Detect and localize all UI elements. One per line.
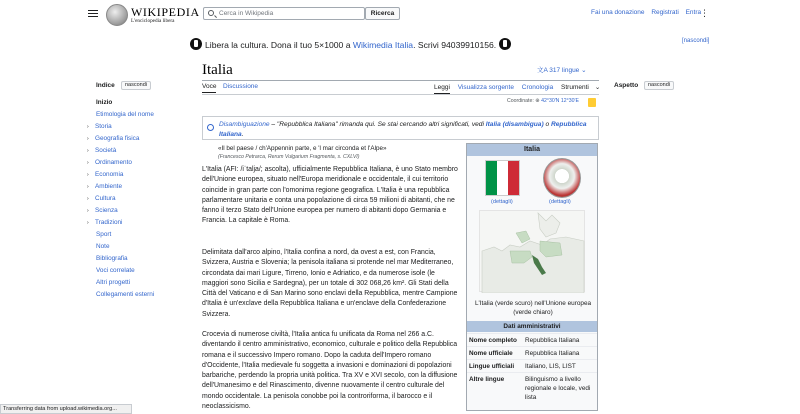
toc-item[interactable]: [96, 277, 154, 289]
toc-item-label: Sport: [96, 231, 112, 238]
toc-item-label: Ambiente: [95, 183, 122, 190]
infobox-row: [467, 334, 597, 347]
disambiguation-notice: [202, 116, 599, 140]
toc-hide-button[interactable]: nascondi: [121, 81, 151, 90]
coordinates-link[interactable]: 42°30′N 12°30′E: [541, 98, 579, 104]
flag-red-stripe: [508, 161, 519, 195]
chevron-right-icon[interactable]: ›: [87, 184, 89, 190]
chevron-right-icon[interactable]: ›: [87, 136, 89, 142]
emblem-details-link[interactable]: (dettagli): [549, 199, 571, 205]
toc-item[interactable]: [87, 169, 154, 181]
infobox: [466, 143, 598, 411]
tab-history[interactable]: Cronologia: [521, 84, 554, 91]
tabs-divider: [202, 94, 599, 95]
toc-title: Indice: [96, 82, 115, 89]
toc-item[interactable]: [96, 253, 154, 265]
chevron-right-icon[interactable]: ›: [87, 124, 89, 130]
banner-text: Libera la cultura. Dona il tuo 5×1000 a: [205, 40, 353, 50]
chevron-right-icon[interactable]: ›: [87, 148, 89, 154]
toc-item[interactable]: [96, 265, 154, 277]
infobox-row-value: Repubblica Italiana: [523, 347, 597, 360]
wikipedia-globe-logo[interactable]: [106, 4, 128, 26]
status-bar: Transferring data from upload.wikimedia.org...: [0, 404, 132, 414]
translate-icon: 文A: [537, 67, 550, 74]
infobox-title: Italia: [467, 144, 597, 156]
infobox-row-key: Altre lingue: [467, 373, 523, 404]
toc-item[interactable]: [96, 109, 154, 121]
toc-item-label: Economia: [95, 171, 124, 178]
toc-item-label: Etimologia del nome: [96, 111, 154, 118]
toc-item[interactable]: [87, 181, 154, 193]
toc-item-label: Cultura: [95, 195, 116, 202]
infobox-row-key: Nome completo: [467, 334, 523, 347]
flag-details-link[interactable]: (dettagli): [491, 199, 513, 205]
coordinates: [507, 98, 579, 104]
lock-icon[interactable]: [588, 98, 596, 107]
search-input[interactable]: [203, 7, 365, 20]
italy-emblem[interactable]: [543, 158, 581, 198]
toc-item-label: Collegamenti esterni: [96, 291, 155, 298]
donate-link[interactable]: Fai una donazione: [591, 9, 645, 16]
toc-item-label: Tradizioni: [95, 219, 123, 226]
chevron-down-icon: ⌄: [579, 67, 587, 74]
toc-item[interactable]: [87, 157, 154, 169]
toc-item[interactable]: [96, 229, 154, 241]
intro-paragraph-1: L'Italia (AFI: /iˈtalja/; ascolta), ufficialmente Repubblica Italiana, è uno Stato membro dell'Unione europea, situato nell'Europa meridionale e occidentale, il cui territorio coincide in gran parte con l'omonima regione geografica. L'Italia è una repubblica parlamentare unitaria e conta una popolazione di circa 59 milioni di abitanti, che ne fanno il terzo Stato dell'Unione europea per numero di abitanti dopo Germania e Francia. La capitale è Roma.: [202, 166, 458, 225]
toc-item-label: Voci correlate: [96, 267, 135, 274]
donation-banner: [187, 38, 514, 50]
italy-flag[interactable]: [485, 160, 520, 196]
disambiguation-connector: o: [543, 121, 551, 128]
infobox-row-value: Bilinguismo a livello regionale e locale, vedi lista: [523, 373, 597, 404]
main-menu-button[interactable]: [88, 8, 98, 18]
tools-menu[interactable]: Strumenti: [561, 84, 589, 91]
toc-item-label: Ordinamento: [95, 159, 132, 166]
tab-view-source[interactable]: Visualizza sorgente: [457, 84, 514, 91]
toc-item-label: Bibliografia: [96, 255, 128, 262]
flag-green-stripe: [486, 161, 497, 195]
toc-item-label: Geografia fisica: [95, 135, 140, 142]
intro-paragraph-3: Crocevia di numerose civiltà, l'Italia antica fu unificata da Roma nel 266 a.C. diventando il centro amministrativo, economico, culturale e politico della Repubblica romana e il successivo Impero romano. Dopo la caduta dell'Impero romano d'Occidente, l'Italia medievale fu soggetta a invasioni e dominazioni di popolazioni barbariche, perdendo la propria unità politica. Tra XV e XVI secolo, con la diffusione dell'Umanesimo e del Rinascimento, divenne nuovamente il centro culturale del mondo occidentale. La penisola conobbe poi la controriforma, il barocco e il neoclassicismo.: [202, 331, 458, 411]
wikimedia-italia-icon: [499, 38, 511, 50]
chevron-right-icon[interactable]: ›: [87, 172, 89, 178]
banner-link[interactable]: Wikimedia Italia: [352, 40, 414, 50]
map-caption: L'Italia (verde scuro) nell'Unione europea (verde chiaro): [474, 300, 592, 316]
infobox-rows: [467, 333, 597, 403]
infobox-row-key: Nome ufficiale: [467, 347, 523, 360]
infobox-row: [467, 347, 597, 360]
infobox-row: [467, 373, 597, 404]
banner-text-after: . Scrivi 94039910156.: [413, 40, 497, 50]
infobox-row-value: Italiano, LIS, LIST: [523, 360, 597, 373]
languages-count: 317 lingue: [549, 67, 580, 74]
tab-article[interactable]: Voce: [202, 83, 216, 93]
toc-item[interactable]: [87, 205, 154, 217]
toc-item[interactable]: [87, 193, 154, 205]
personal-tools: [591, 9, 706, 16]
appearance-title: Aspetto: [614, 82, 639, 89]
toc-item[interactable]: [87, 133, 154, 145]
toc-item[interactable]: [87, 217, 154, 229]
page-title: Italia: [202, 62, 233, 78]
search-icon: [208, 10, 214, 16]
chevron-right-icon[interactable]: ›: [87, 196, 89, 202]
toc-item[interactable]: [96, 289, 154, 301]
table-of-contents: [87, 97, 155, 301]
search-placeholder: Cerca in Wikipedia: [219, 10, 274, 17]
wikipedia-tagline: L'enciclopedia libera: [131, 18, 175, 24]
appearance-hide-button[interactable]: nascondi: [644, 81, 674, 90]
flag-white-stripe: [497, 161, 508, 195]
toc-item-label: Note: [96, 243, 110, 250]
chevron-down-icon: ⌄: [594, 84, 601, 91]
infobox-row-value: Repubblica Italiana: [523, 334, 597, 347]
chevron-right-icon[interactable]: ›: [87, 220, 89, 226]
disambiguation-text: – "Repubblica Italiana" rimanda qui. Se stai cercando altri significati, vedi: [269, 121, 486, 128]
toc-item-label: Società: [95, 147, 117, 154]
banner-hide-link[interactable]: [nascondi]: [682, 38, 710, 44]
quote-source: (Francesco Petrarca, Rerum Vulgarium Fragmenta, s. CXLVI): [218, 154, 360, 160]
toc-item-label: Altri progetti: [96, 279, 131, 286]
toc-item-label: Scienza: [95, 207, 118, 214]
tab-read[interactable]: Leggi: [434, 84, 450, 94]
infobox-row-key: Lingue ufficiali: [467, 360, 523, 373]
disambiguation-link-1[interactable]: Italia (disambigua): [485, 121, 544, 128]
toc-item-label: Storia: [95, 123, 112, 130]
register-link[interactable]: Registrati: [651, 9, 679, 16]
view-tabs: [434, 83, 606, 91]
toc-item[interactable]: [96, 241, 154, 253]
chevron-right-icon[interactable]: ›: [87, 208, 89, 214]
search-button[interactable]: Ricerca: [365, 7, 400, 20]
disambiguation-link-2[interactable]: Repubblica Italiana: [219, 121, 587, 138]
globe-icon: ⊕: [535, 98, 540, 104]
title-divider: [202, 80, 599, 81]
disambiguation-lead[interactable]: Disambiguazione: [219, 121, 270, 128]
wikimedia-italia-icon: [190, 38, 202, 50]
toc-item[interactable]: [87, 121, 154, 133]
login-link[interactable]: Entra: [685, 9, 702, 16]
europe-map: [480, 211, 586, 293]
petrarca-quote: «Il bel paese / ch'Appennin parte, e 'l mar circonda et l'Alpe»: [218, 145, 387, 152]
locator-map[interactable]: [479, 210, 585, 292]
infobox-row: [467, 360, 597, 373]
disambiguation-icon: [207, 124, 214, 131]
language-button[interactable]: [537, 65, 587, 74]
intro-paragraph-2: Delimitata dall'arco alpino, l'Italia confina a nord, da ovest a est, con Francia, Svizzera, Austria e Slovenia; la penisola italiana si protende nel mar Mediterraneo, circondata dai mari Ligure, Tirreno, Ionio e Adriatico, e da numerose isole (le maggiori sono Sicilia e Sardegna), per un totale di 302 068,26 km². Gli Stati della Città del Vaticano e di San Marino sono enclavi della Repubblica, mentre Campione d'Italia è un'exclave della Repubblica Italiana e un'enclave della Confederazione Svizzera.: [202, 249, 458, 318]
toc-item[interactable]: [87, 145, 154, 157]
administrative-data-header: Dati amministrativi: [467, 321, 597, 332]
toc-item[interactable]: [96, 97, 154, 109]
chevron-right-icon[interactable]: ›: [87, 160, 89, 166]
toc-item-label: Inizio: [96, 99, 113, 106]
wikipedia-wordmark[interactable]: WIKIPEDIA: [131, 5, 200, 19]
coordinates-label: Coordinate:: [507, 98, 534, 104]
more-options-icon[interactable]: ⋮: [700, 8, 709, 18]
tab-talk[interactable]: Discussione: [223, 83, 259, 90]
disambiguation-period: .: [241, 131, 244, 138]
